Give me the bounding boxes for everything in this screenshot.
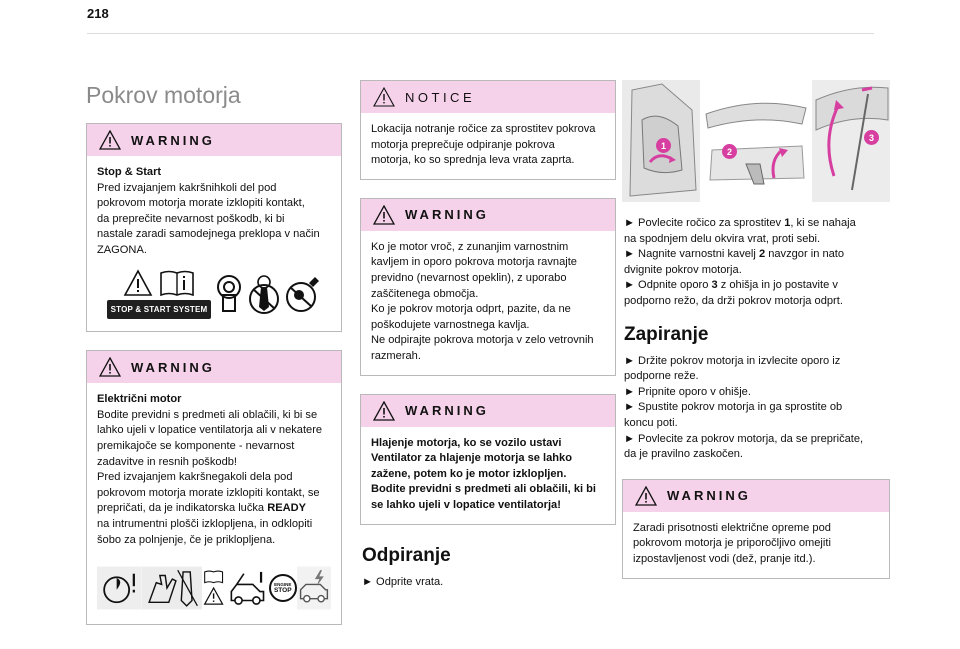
warning-text: premikajoče se komponente - nevarnost	[97, 439, 295, 452]
warning-text: se lahko ujeli v lopatice ventilatorja!	[371, 498, 561, 511]
warning-triangle-icon	[99, 357, 121, 377]
step-text: podporne reže.	[624, 370, 699, 383]
column-3	[622, 80, 890, 594]
warning-triangle-icon	[123, 269, 153, 297]
ready-indicator-text: READY	[267, 502, 307, 515]
step-text: ► Odpnite oporo 3 z ohišja in jo postavite v	[624, 279, 838, 292]
step-text: koncu poti.	[624, 416, 678, 429]
column-2	[360, 80, 616, 590]
warning-text: Ventilator za hlajenje motorja se lahko	[371, 452, 572, 465]
warning-text: nastale zaradi samodejnega preklopa v način	[97, 228, 320, 241]
step-text: da je pravilno zaskočen.	[624, 448, 744, 461]
warning-body	[87, 383, 341, 624]
warning-box-engine-cooling	[360, 394, 616, 525]
warning-label: WARNING	[131, 359, 215, 375]
section-title-zapiranje: Zapiranje	[624, 323, 709, 345]
warning-label: WARNING	[405, 207, 489, 223]
callout-2: 2	[722, 144, 737, 159]
warning-box-hot-engine	[360, 198, 616, 376]
warning-triangle-icon	[373, 401, 395, 421]
warning-triangle-icon	[99, 130, 121, 150]
odpiranje-steps	[360, 575, 616, 591]
notice-text: motorja, ko so sprednja leva vrata zaprta.	[371, 154, 575, 167]
step-text: na spodnjem delu okvira vrat, proti sebi.	[624, 232, 821, 245]
section-title-odpiranje: Odpiranje	[362, 544, 451, 566]
step-text: podporno režo, da drži pokrov motorja odprt.	[624, 294, 843, 307]
warning-box-water	[622, 479, 890, 579]
hand-tie-hazard-icon	[142, 564, 203, 612]
notice-label: NOTICE	[405, 89, 476, 105]
warning-text: Pred izvajanjem kakršnihkoli del pod	[97, 181, 277, 194]
warning-text: na intrumentni plošči izklopljena, in odklopiti	[97, 517, 313, 530]
warning-triangle-icon	[635, 486, 657, 506]
warning-text: Pred izvajanjem kakršnegakoli dela pod	[97, 471, 293, 484]
warning-text: Bodite previdni s predmeti ali oblačili, ki bi	[371, 483, 597, 496]
warning-body	[361, 231, 615, 375]
warning-text: pokrovom motorja je priporočljivo omejiti	[633, 537, 831, 550]
warning-subtitle: Električni motor	[97, 393, 182, 406]
warning-text: Bodite previdni s predmeti ali oblačili, ki bi se	[97, 408, 318, 421]
warning-body	[623, 512, 889, 578]
safety-hook-drawing	[702, 80, 810, 202]
warning-text: kavljem in oporo pokrova motorja ravnajte	[371, 256, 577, 269]
page-number: 218	[87, 6, 109, 21]
warning-text: Ko je pokrov motorja odprt, pazite, da ne	[371, 303, 571, 316]
hood-prop-drawing	[812, 80, 890, 202]
warning-text: razmerah.	[371, 349, 421, 362]
engine-belt-icon	[215, 273, 243, 315]
warning-text: poškodujete varnostnega kavlja.	[371, 318, 530, 331]
electric-motor-pictograms	[97, 564, 331, 612]
fan-warning-icon	[97, 564, 142, 612]
warning-text: zaščitenega območja.	[371, 287, 479, 300]
engine-stop-text-bottom: STOP	[273, 587, 292, 595]
step-text: ► Nagnite varnostni kavelj 2 navzgor in nato	[624, 248, 845, 261]
charging-car-icon	[297, 564, 331, 612]
warning-box-stop-start	[86, 123, 342, 332]
warning-header	[87, 351, 341, 383]
notice-triangle-icon	[373, 87, 395, 107]
warning-text: zažene, potem ko je motor izklopljen.	[371, 467, 567, 480]
manual-info-icon	[159, 269, 195, 297]
header-rule	[87, 33, 874, 34]
hook-illustration	[702, 80, 810, 202]
open-hood-car-icon	[226, 564, 269, 612]
warning-header	[87, 124, 341, 156]
warning-text: šobo za polnjenje, če je priklopljena.	[97, 533, 276, 546]
warning-text: Ko je motor vroč, z zunanjim varnostnim	[371, 240, 569, 253]
step-text: ► Odprite vrata.	[362, 575, 444, 588]
stop-start-pictograms	[97, 269, 331, 320]
notice-box	[360, 80, 616, 180]
zapiranje-steps	[622, 354, 890, 463]
prop-illustration	[812, 80, 890, 202]
column-1	[86, 78, 342, 640]
notice-text: Lokacija notranje ročice za sprostitev pokrova	[371, 123, 596, 135]
no-tie-icon	[247, 273, 281, 315]
warning-triangle-icon	[373, 205, 395, 225]
warning-body	[87, 156, 341, 331]
warning-label: WARNING	[405, 403, 489, 419]
no-spray-icon	[285, 273, 321, 315]
step-text: ► Povlecite ročico za sprostitev 1, ki se nahaja	[624, 217, 856, 229]
warning-text: previdno (nevarnost opeklin), z uporabo	[371, 271, 567, 284]
warning-header	[361, 199, 615, 231]
warning-label: WARNING	[131, 132, 215, 148]
notice-header	[361, 81, 615, 113]
step-text: ► Pripnite oporo v ohišje.	[624, 385, 751, 398]
notice-body	[361, 113, 615, 179]
warning-text: pokrovom motorja morate izklopiti kontakt, se	[97, 486, 320, 499]
engine-stop-button-icon	[268, 564, 297, 612]
step-text: ► Spustite pokrov motorja in ga sprostite ob	[624, 401, 843, 414]
warning-text: prepričati, da je indikatorska lučka READY	[97, 502, 307, 515]
notice-text: motorja preprečuje odpiranje pokrova	[371, 138, 555, 151]
page-title: Pokrov motorja	[86, 82, 241, 108]
step-text: dvignite pokrov motorja.	[624, 263, 742, 276]
lever-illustration	[622, 80, 700, 202]
warning-text: zadavitve in resnih poškodb!	[97, 455, 237, 468]
warning-body	[361, 427, 615, 524]
opening-steps	[622, 216, 890, 310]
callout-1: 1	[656, 138, 671, 153]
stop-start-badge: STOP & START SYSTEM	[107, 300, 212, 320]
callout-3: 3	[864, 130, 879, 145]
warning-header	[623, 480, 889, 512]
warning-text: da preprečite nevarnost poškodb, ki bi	[97, 212, 285, 225]
warning-box-electric-motor	[86, 350, 342, 625]
warning-text: Ne odpirajte pokrova motorja v zelo vetrovnih	[371, 334, 594, 347]
warning-text: Zaradi prisotnosti električne opreme pod	[633, 521, 831, 534]
warning-text: ZAGONA.	[97, 243, 147, 256]
manual-warning-icon	[202, 564, 225, 612]
step-text: ► Povlecite za pokrov motorja, da se prepričate,	[624, 432, 864, 445]
step-text: ► Držite pokrov motorja in izvlecite oporo iz	[624, 354, 841, 367]
engine-stop-text-top: ENGINE	[274, 582, 292, 588]
warning-text: Hlajenje motorja, ko se vozilo ustavi	[371, 436, 562, 449]
warning-text: izpostavljenost vodi (dež, pranje itd.).	[633, 552, 816, 565]
hood-opening-illustration	[622, 80, 890, 202]
warning-header	[361, 395, 615, 427]
warning-label: WARNING	[667, 488, 751, 504]
warning-text: lahko ujeli v lopatice ventilatorja ali v nekatere	[97, 424, 323, 437]
warning-text: pokrovom motorja morate izklopiti kontakt,	[97, 197, 305, 210]
warning-subtitle: Stop & Start	[97, 166, 162, 178]
